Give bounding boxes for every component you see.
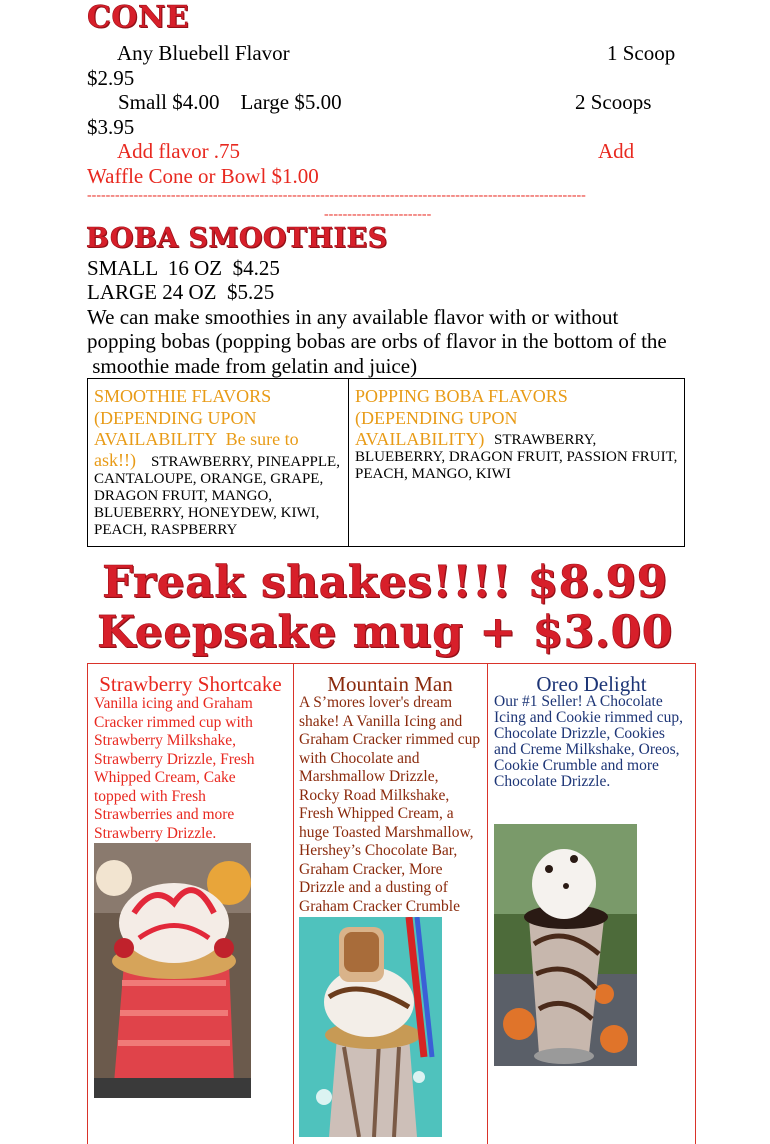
shake-description: Vanilla icing and Graham Cracker rimmed cup with Strawberry Milkshake, Strawberry Drizzle, Fresh Whipped Cream, Cake topped with Fresh Strawberries and more Strawberry Drizzle. <box>94 695 255 842</box>
boba-small-price: SMALL 16 OZ $4.25 <box>87 256 280 280</box>
boba-flavors-table <box>87 378 685 547</box>
shake-description: Our #1 Seller! A Chocolate Icing and Cookie rimmed cup, Chocolate Drizzle, Cookies and Creme Milkshake, Oreos, Cookie Crumble and more Chocolate Drizzle. <box>494 693 683 790</box>
smoothie-flavors-title-2: (DEPENDING UPON <box>94 407 257 428</box>
shake-strawberry-shortcake <box>88 664 294 1144</box>
cone-line1-right: 1 Scoop <box>607 41 676 65</box>
smoothie-list-2: CANTALOUPE, ORANGE, GRAPE, <box>94 471 324 487</box>
smoothie-flavors-title-3: AVAILABILITY Be sure to <box>94 429 299 449</box>
shake-title: Oreo Delight <box>536 672 647 696</box>
popping-list-3: PEACH, MANGO, KIWI <box>355 466 511 482</box>
divider-line-2: ----------------------- <box>324 207 432 222</box>
smoothie-flavors-list <box>94 454 340 539</box>
boba-heading: BOBA SMOOTHIES <box>86 223 388 254</box>
cone-line3-right: Add <box>598 139 635 163</box>
shake-title: Strawberry Shortcake <box>99 672 282 696</box>
oreo-delight-shake-photo <box>494 824 637 1066</box>
cone-line2-right: 2 Scoops <box>575 90 652 114</box>
cone-line3-left: Add flavor .75 <box>117 139 241 163</box>
shake-oreo-delight <box>488 664 695 1144</box>
smoothie-list-5: PEACH, RASPBERRY <box>94 522 238 538</box>
freak-shakes-table <box>87 663 696 1144</box>
cone-line2-price: $3.95 <box>87 115 135 139</box>
popping-title-2: (DEPENDING UPON <box>355 407 518 428</box>
cone-line1-price: $2.95 <box>87 66 135 90</box>
shake-mountain-man <box>293 664 488 1144</box>
boba-desc-3: smoothie made from gelatin and juice) <box>87 354 418 378</box>
boba-large-price: LARGE 24 OZ $5.25 <box>87 280 275 304</box>
shake-description: A S’mores lover's dream shake! A Vanilla Icing and Graham Cracker rimmed cup with Chocolate and Marshmallow Drizzle, Rocky Road Milkshake, Fresh Whipped Cream, a huge Toasted Marshmallow, Hershey’s Chocolate Bar, Graham Cracker, More Drizzle and a dusting of Graham Cracker Crumble <box>299 694 481 915</box>
boba-desc-2: popping bobas (popping bobas are orbs of flavor in the bottom of the <box>87 329 667 353</box>
popping-list-1: STRAWBERRY, <box>494 432 597 448</box>
mountain-man-shake-photo <box>299 917 442 1137</box>
smoothie-flavors-title-4: ask!!) <box>94 450 136 470</box>
boba-desc-1: We can make smoothies in any available flavor with or without <box>87 305 619 329</box>
popping-title-3: AVAILABILITY) <box>355 429 485 449</box>
smoothie-list-1: STRAWBERRY, PINEAPPLE, <box>151 454 340 470</box>
freak-shakes-heading: Freak shakes!!!! $8.99 <box>102 557 668 608</box>
popping-boba-cell <box>349 379 684 546</box>
smoothie-list-4: BLUEBERRY, HONEYDEW, KIWI, <box>94 505 320 521</box>
strawberry-shake-photo <box>94 843 251 1098</box>
cone-line3-cont: Waffle Cone or Bowl $1.00 <box>87 164 319 188</box>
cone-line2-left: Small $4.00 Large $5.00 <box>118 90 342 114</box>
smoothie-flavors-cell <box>88 379 349 546</box>
popping-title-1: POPPING BOBA FLAVORS <box>355 386 568 406</box>
smoothie-list-3: DRAGON FRUIT, MANGO, <box>94 488 273 504</box>
popping-list-2: BLUEBERRY, DRAGON FRUIT, PASSION FRUIT, <box>355 449 678 465</box>
smoothie-flavors-title-1: SMOOTHIE FLAVORS <box>94 386 272 406</box>
shake-title: Mountain Man <box>327 672 453 696</box>
keepsake-mug-heading: Keepsake mug + $3.00 <box>97 607 673 658</box>
divider-line-1: ----------------------------------------------------------------------------------------------------------- <box>87 188 586 203</box>
cone-line1-left: Any Bluebell Flavor <box>117 41 290 65</box>
cone-heading: CONE <box>87 0 190 35</box>
